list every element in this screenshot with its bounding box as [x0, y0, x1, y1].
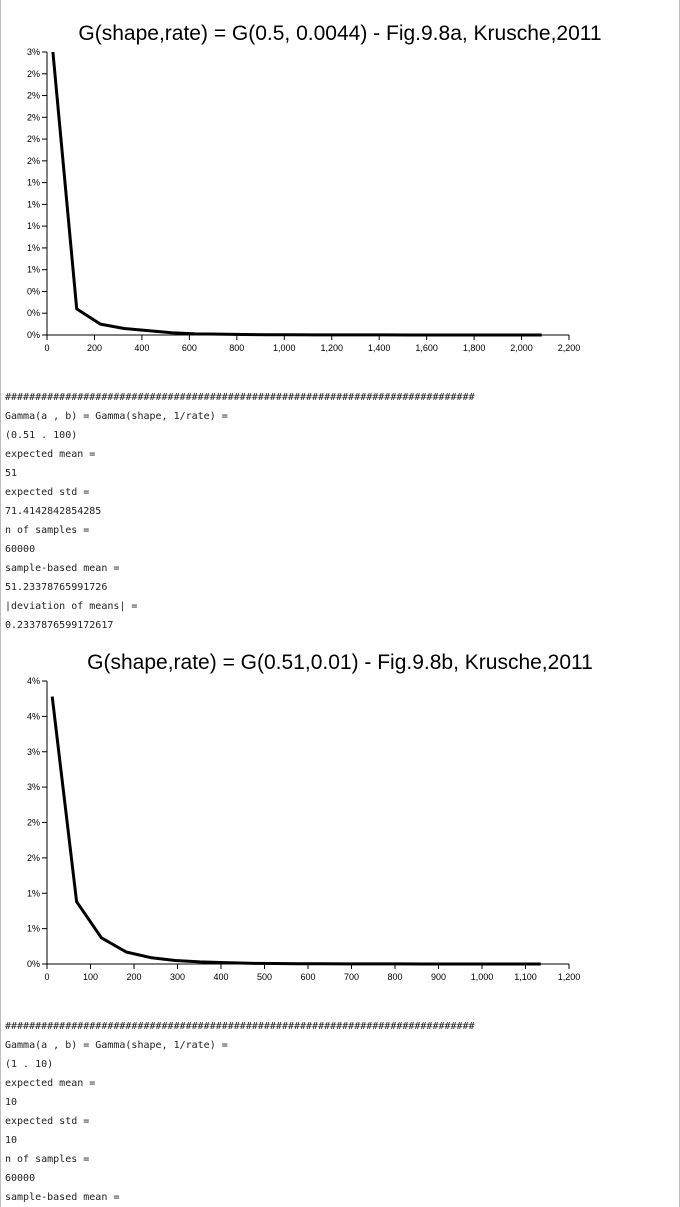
log-2-line: ##############################################################################: [5, 1021, 475, 1032]
y-tick-label: 3%: [26, 746, 40, 757]
y-tick-label: 1%: [26, 888, 40, 899]
log-1-line: sample-based mean =: [5, 563, 120, 574]
log-output-2: [5, 1017, 475, 1207]
log-2-line: 60000: [5, 1173, 36, 1184]
y-tick-label: 2%: [26, 90, 40, 101]
chart-1: [0, 46, 680, 360]
chart-2: [0, 675, 680, 989]
log-2-line: (1 . 10): [5, 1059, 54, 1070]
x-tick-label: 1,200: [320, 343, 343, 353]
y-tick-label: 2%: [26, 112, 40, 123]
x-tick-label: 1,100: [514, 972, 537, 982]
x-tick-label: 200: [126, 972, 142, 982]
log-1-line: 51: [5, 468, 18, 479]
log-1-line: 60000: [5, 544, 36, 555]
log-1-line: Gamma(a , b) = Gamma(shape, 1/rate) =: [5, 411, 228, 422]
y-tick-label: 2%: [26, 155, 40, 166]
chart-2-title: G(shape,rate) = G(0.51,0.01) - Fig.9.8b, Krusche,2011: [87, 651, 593, 674]
log-1-line: 0.2337876599172617: [5, 620, 114, 631]
log-1-line: 71.4142842854285: [5, 506, 102, 517]
y-tick-label: 3%: [26, 782, 40, 793]
y-tick-label: 1%: [26, 177, 40, 188]
log-1-line: expected mean =: [5, 449, 96, 460]
y-tick-label: 4%: [26, 676, 40, 686]
x-tick-label: 2,200: [557, 343, 581, 353]
x-tick-label: 700: [343, 972, 360, 982]
log-2-line: 10: [5, 1097, 18, 1108]
x-tick-label: 300: [169, 972, 186, 982]
log-1-line: 51.23378765991726: [5, 582, 108, 593]
series-line: [52, 697, 541, 964]
y-tick-label: 2%: [26, 852, 40, 863]
y-tick-label: 1%: [26, 923, 40, 934]
x-tick-label: 200: [86, 343, 102, 353]
y-tick-label: 2%: [26, 68, 40, 79]
log-1-line: |deviation of means| =: [5, 601, 138, 612]
x-tick-label: 900: [430, 972, 447, 982]
log-2-line: n of samples =: [5, 1154, 90, 1165]
x-tick-label: 100: [82, 972, 99, 982]
y-tick-label: 1%: [26, 221, 40, 232]
x-tick-label: 400: [134, 343, 150, 353]
x-tick-label: 1,800: [462, 343, 486, 353]
x-tick-label: 600: [181, 343, 197, 353]
y-tick-label: 1%: [26, 199, 40, 210]
y-tick-label: 0%: [26, 308, 40, 319]
y-tick-label: 1%: [26, 264, 40, 275]
y-tick-label: 2%: [26, 817, 40, 828]
series-line: [53, 52, 542, 335]
x-tick-label: 500: [256, 972, 273, 982]
x-tick-label: 1,600: [415, 343, 438, 353]
y-tick-label: 3%: [26, 47, 40, 57]
log-1-line: n of samples =: [5, 525, 90, 536]
y-tick-label: 1%: [26, 242, 40, 253]
x-tick-label: 800: [387, 972, 403, 982]
y-tick-label: 2%: [26, 134, 40, 145]
log-2-line: 10: [5, 1135, 18, 1146]
x-tick-label: 0: [44, 343, 50, 353]
y-tick-label: 4%: [26, 711, 40, 722]
x-tick-label: 1,200: [557, 972, 581, 982]
log-1-line: ##############################################################################: [5, 392, 475, 403]
x-tick-label: 1,000: [470, 972, 494, 982]
x-tick-label: 1,000: [273, 343, 296, 353]
x-tick-label: 400: [213, 972, 229, 982]
x-tick-label: 2,000: [510, 343, 533, 353]
x-tick-label: 600: [300, 972, 316, 982]
log-2-line: sample-based mean =: [5, 1192, 120, 1203]
log-output-1: [5, 388, 475, 635]
chart-1-title: G(shape,rate) = G(0.5, 0.0044) - Fig.9.8a, Krusche,2011: [78, 22, 602, 45]
log-2-line: expected mean =: [5, 1078, 96, 1089]
log-1-line: (0.51 . 100): [5, 430, 78, 441]
x-tick-label: 0: [44, 972, 50, 982]
log-2-line: Gamma(a , b) = Gamma(shape, 1/rate) =: [5, 1040, 228, 1051]
x-tick-label: 800: [229, 343, 245, 353]
x-tick-label: 1,400: [367, 343, 391, 353]
y-tick-label: 0%: [26, 330, 40, 340]
log-2-line: expected std =: [5, 1116, 90, 1127]
y-tick-label: 0%: [26, 959, 40, 969]
y-tick-label: 0%: [26, 286, 40, 297]
log-1-line: expected std =: [5, 487, 90, 498]
